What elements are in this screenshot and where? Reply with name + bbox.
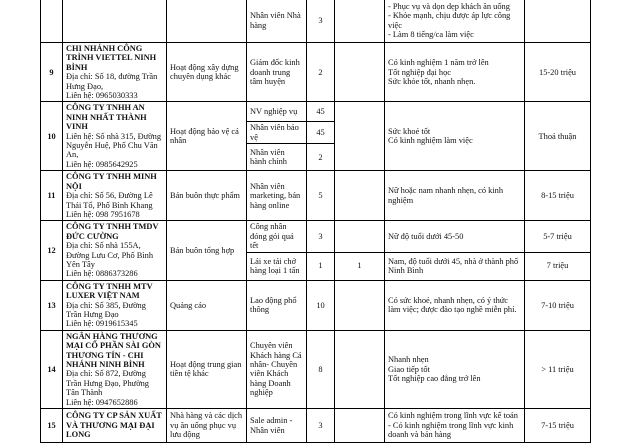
quantity-cell: 1 (307, 252, 335, 280)
salary-cell: 15-20 triệu (525, 43, 591, 102)
position-cell: Giám đốc kinh doanh trung tâm huyện (247, 43, 307, 102)
requirements-cell: Nhanh nhẹn Giao tiếp tốt Tốt nghiệp cao đẳng trở lên (385, 330, 525, 408)
company-name: NGÂN HÀNG THƯƠNG MẠI CỔ PHẦN SÀI GÒN THƯƠNG TÍN - CHI NHÁNH NINH BÌNH (66, 331, 161, 369)
extra-cell (335, 330, 385, 408)
requirements-cell: Có sức khoẻ, nhanh nhẹn, có ý thức làm việc; được đào tạo nghề miễn phí. (385, 280, 525, 330)
extra-cell: 1 (335, 252, 385, 280)
position-cell: Nhân viên marketing, bán hàng online (247, 171, 307, 221)
company-name: CÔNG TY TNHH TMDV ĐỨC CƯỜNG (66, 222, 159, 241)
company-cell: CÔNG TY TNHH AN NINH NHẤT THÀNH VINH Liên hệ: Số nhà 315, Đường Nguyễn Huệ, Phố Chu Văn An, Liên hệ: 0985642925 (63, 102, 167, 171)
field-cell (167, 0, 247, 43)
quantity-cell: 45 (307, 122, 335, 144)
job-listing-table (40, 0, 591, 443)
requirements-cell: Có kinh nghiệm trong lĩnh vực kế toán - Có kinh nghiệm trong lĩnh vực kinh doanh và bán hàng (385, 409, 525, 443)
table-row (41, 409, 591, 443)
quantity-cell: 8 (307, 330, 335, 408)
field-cell: Hoạt động xây dựng chuyên dụng khác (167, 43, 247, 102)
quantity-cell: 3 (307, 409, 335, 443)
company-name: CÔNG TY CP SẢN XUẤT VÀ THƯƠNG MẠI ĐẠI LONG (66, 411, 162, 440)
position-cell: Sale admin - Nhân viên (247, 409, 307, 443)
quantity-cell: 45 (307, 102, 335, 122)
salary-cell: 8-15 triệu (525, 171, 591, 221)
table-row (41, 43, 591, 102)
extra-cell (335, 221, 385, 252)
salary-cell: 5-7 triệu (525, 221, 591, 252)
requirements-cell: Nam, độ tuổi dưới 45, nhà ở thành phố Ninh Bình (385, 252, 525, 280)
requirements-cell: Có kinh nghiệm 1 năm trở lên Tốt nghiệp đại học Sức khỏe tốt, nhanh nhẹn. (385, 43, 525, 102)
company-cell: CHI NHÁNH CÔNG TRÌNH VIETTEL NINH BÌNH Địa chỉ: Số 18, đường Trần Hưng Đạo, Liên hệ: 0965030333 (63, 43, 167, 102)
quantity-cell: 3 (307, 0, 335, 43)
extra-cell (335, 409, 385, 443)
requirements-cell: - Phục vụ và dọn dẹp khách ăn uống - Khỏe mạnh, chịu được áp lực công việc - Làm 8 tiếng/ca làm việc (385, 0, 525, 43)
extra-cell (335, 0, 385, 43)
position-cell: Nhân viên Nhà hàng (247, 0, 307, 43)
field-cell: Hoạt động trung gian tiền tệ khác (167, 330, 247, 408)
extra-cell (335, 102, 385, 171)
position-cell: Nhân viên hành chính (247, 144, 307, 171)
company-cell: CÔNG TY TNHH MTV LUXER VIỆT NAM Địa chỉ: Số 385, Đường Trần Hưng Đạo Liên hệ: 0919615345 (63, 280, 167, 330)
table-row (41, 221, 591, 252)
stt-cell: 13 (41, 280, 63, 330)
requirements-cell: Nữ độ tuổi dưới 45-50 (385, 221, 525, 252)
field-cell: Bán buôn thực phẩm (167, 171, 247, 221)
field-cell: Hoạt động bảo vệ cá nhân (167, 102, 247, 171)
company-cell (63, 409, 167, 443)
field-cell: Quảng cáo (167, 280, 247, 330)
table-row (41, 280, 591, 330)
table-row (41, 330, 591, 408)
quantity-cell: 10 (307, 280, 335, 330)
position-cell: Chuyên viên Khách hàng Cá nhân- Chuyên viên Khách hàng Doanh nghiệp (247, 330, 307, 408)
salary-cell: > 11 triệu (525, 330, 591, 408)
salary-cell: 7 triệu (525, 252, 591, 280)
position-cell: Lao động phổ thông (247, 280, 307, 330)
table-row (41, 102, 591, 122)
stt-cell: 10 (41, 102, 63, 171)
company-cell: CÔNG TY TNHH TMDV ĐỨC CƯỜNG Địa chỉ: Số nhà 155A, Đường Lưu Cơ, Phố Bình Yên Tây Liên hệ: 0886373286 (63, 221, 167, 280)
field-cell: Bán buôn tổng hợp (167, 221, 247, 280)
stt-cell: 14 (41, 330, 63, 408)
stt-cell: 11 (41, 171, 63, 221)
position-cell: Lái xe tải chở hàng loại 1 tấn (247, 252, 307, 280)
extra-cell (335, 171, 385, 221)
stt-cell: 15 (41, 409, 63, 443)
company-cell (63, 0, 167, 43)
field-cell: Nhà hàng và các dịch vụ ăn uống phục vụ lưu động (167, 409, 247, 443)
salary-cell: 7-15 triệu (525, 409, 591, 443)
company-name: CHI NHÁNH CÔNG TRÌNH VIETTEL NINH BÌNH (66, 44, 157, 72)
salary-cell (525, 0, 591, 43)
company-cell: CÔNG TY TNHH MINH NỘI Địa chỉ: Số 56, Đường Lê Thái Tổ, Phố Bình Khang Liên hệ: 098 7951678 (63, 171, 167, 221)
company-cell: NGÂN HÀNG THƯƠNG MẠI CỔ PHẦN SÀI GÒN THƯƠNG TÍN - CHI NHÁNH NINH BÌNH Địa chỉ: Số 872, Đường Trần Hưng Đạo, Phường Tân Thành Liên hệ: 0947652886 (63, 330, 167, 408)
position-cell: Nhân viên bảo vệ (247, 122, 307, 144)
requirements-cell: Sức khoẻ tốt Có kinh nghiệm làm việc (385, 102, 525, 171)
quantity-cell: 2 (307, 144, 335, 171)
quantity-cell: 3 (307, 221, 335, 252)
position-cell: Công nhân đóng gói quả tết (247, 221, 307, 252)
stt-cell: 12 (41, 221, 63, 280)
company-name: CÔNG TY TNHH AN NINH NHẤT THÀNH VINH (66, 103, 147, 132)
salary-cell: 7-10 triệu (525, 280, 591, 330)
company-name: CÔNG TY TNHH MINH NỘI (66, 172, 157, 191)
company-name: CÔNG TY TNHH MTV LUXER VIỆT NAM (66, 281, 153, 301)
table-row (41, 0, 591, 43)
extra-cell (335, 43, 385, 102)
stt-cell: 9 (41, 43, 63, 102)
quantity-cell: 5 (307, 171, 335, 221)
salary-cell: Thoả thuận (525, 102, 591, 171)
extra-cell (335, 280, 385, 330)
quantity-cell: 2 (307, 43, 335, 102)
stt-cell (41, 0, 63, 43)
table-row (41, 171, 591, 221)
requirements-cell: Nữ hoặc nam nhanh nhẹn, có kinh nghiệm (385, 171, 525, 221)
position-cell: NV nghiệp vụ (247, 102, 307, 122)
